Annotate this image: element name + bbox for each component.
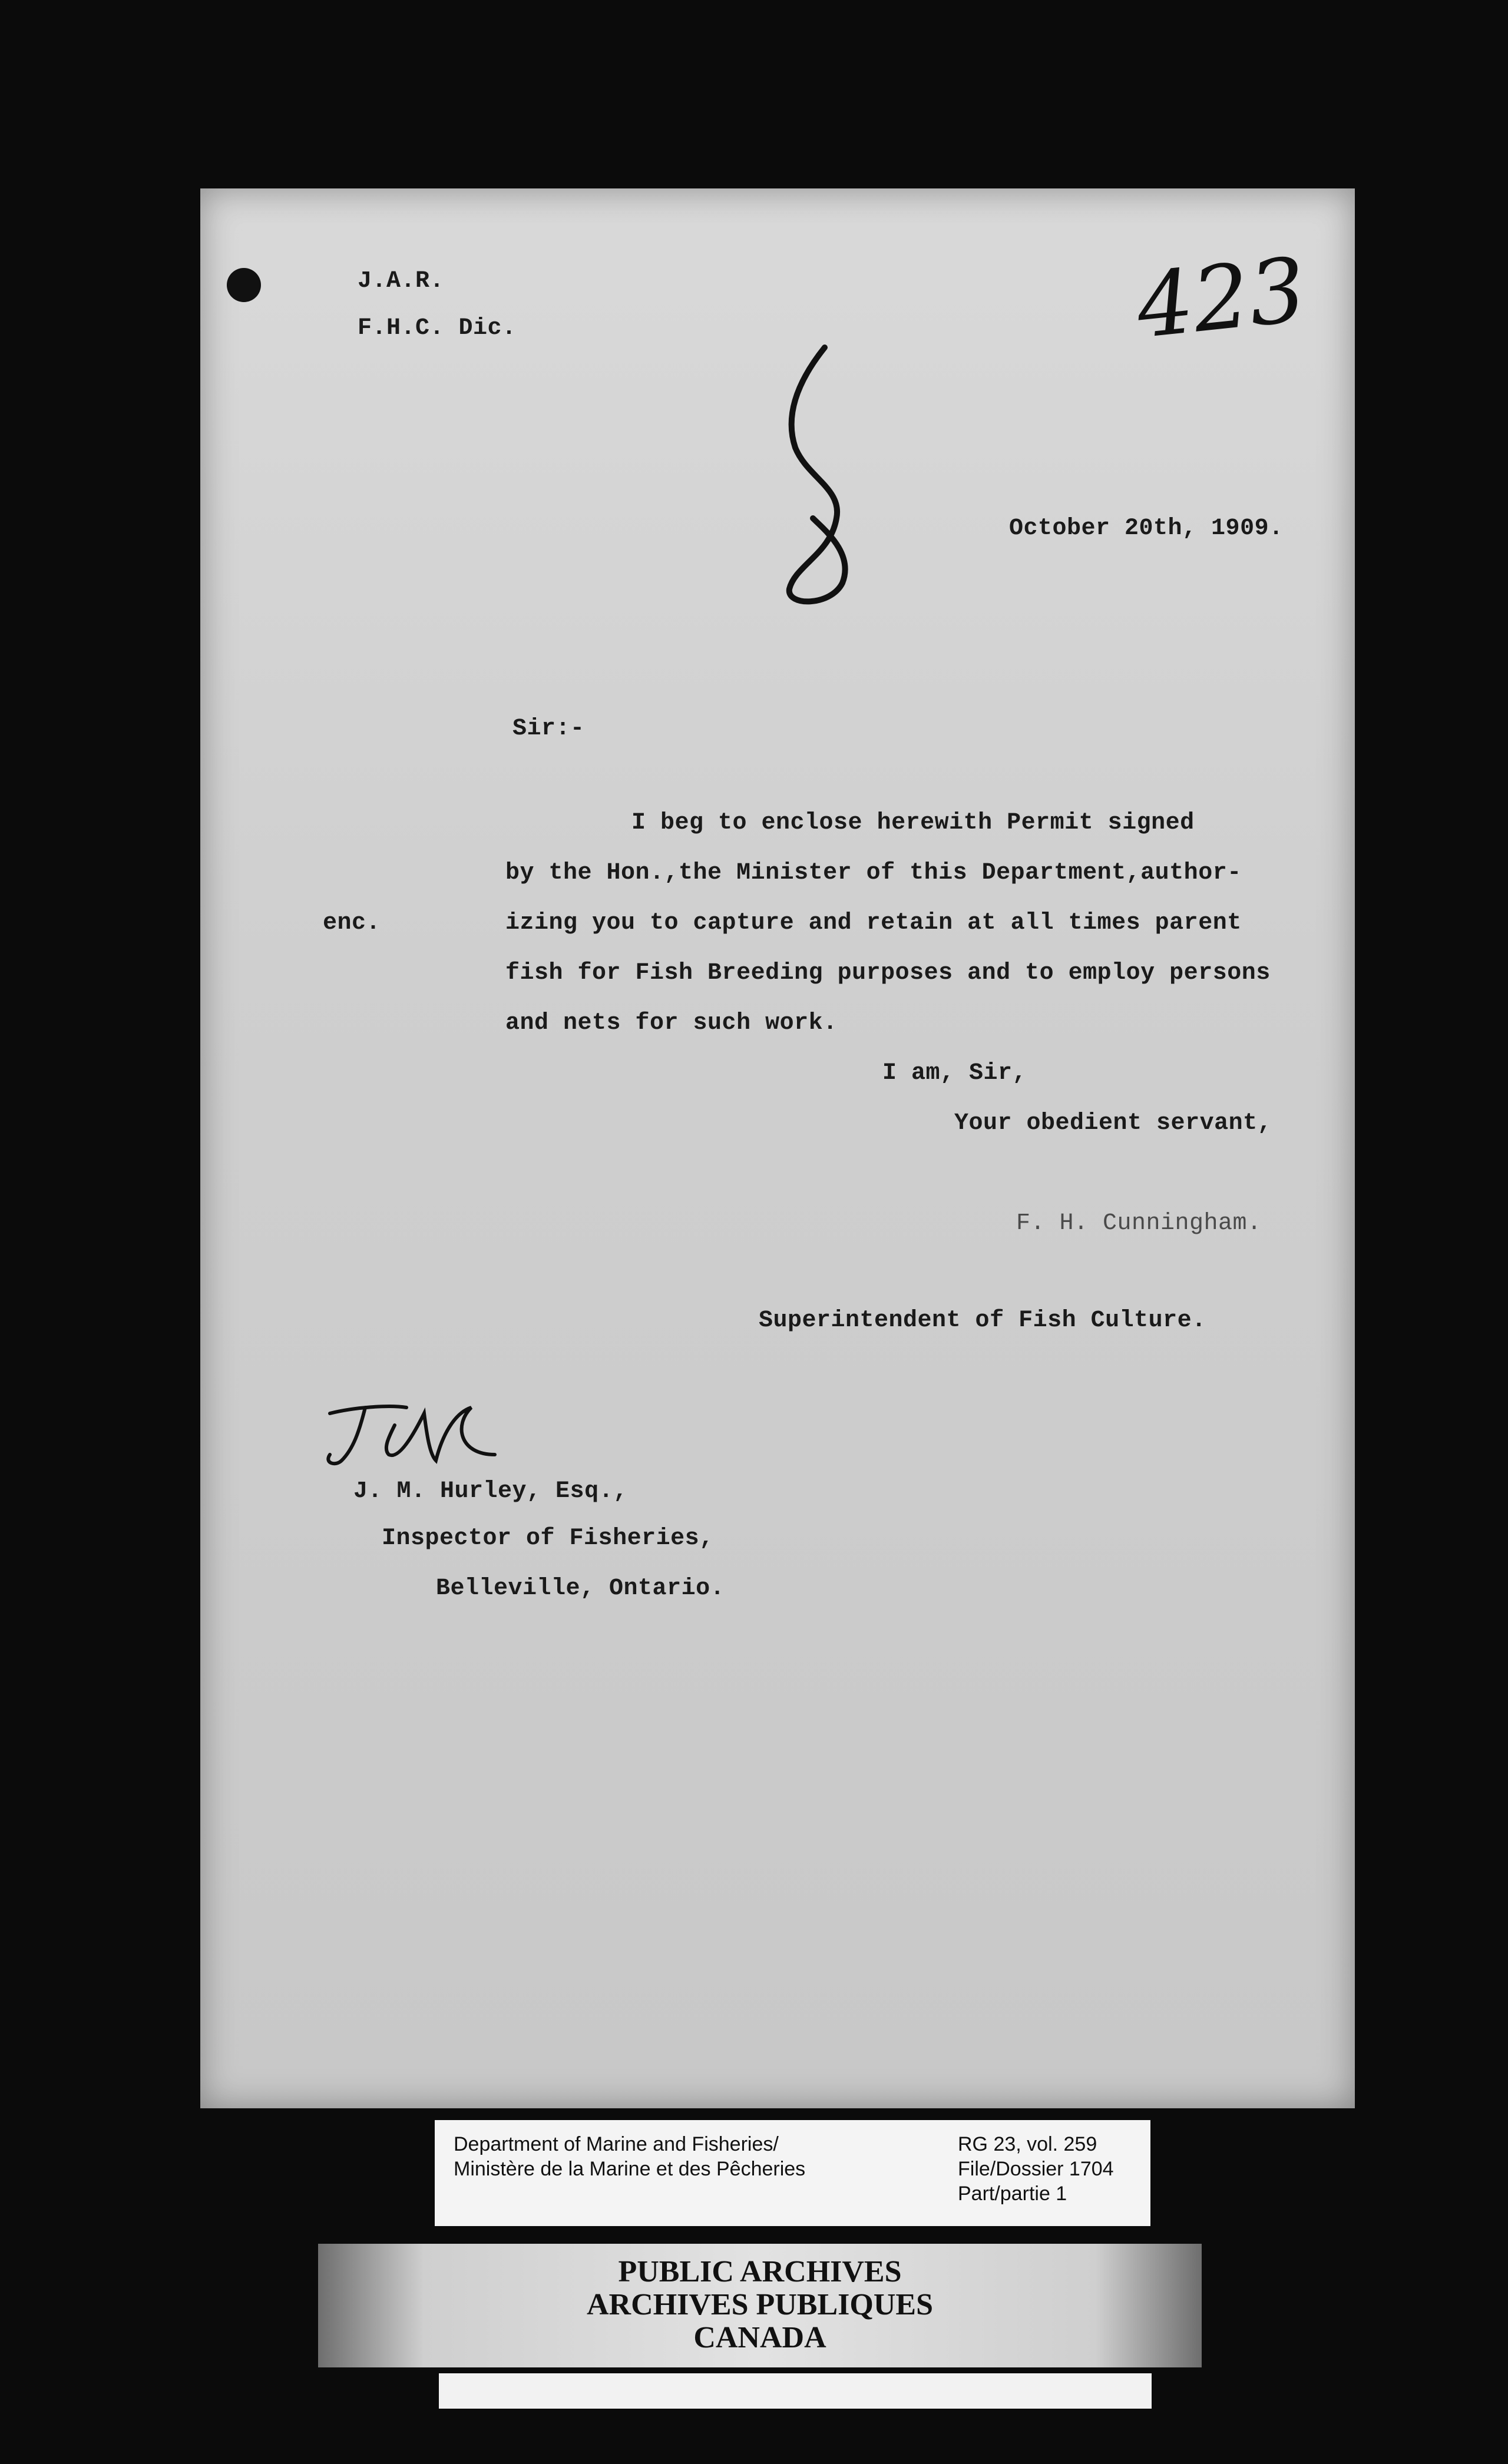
signer-name: F. H. Cunningham. [1016, 1210, 1262, 1237]
recipient-name: J. M. Hurley, Esq., [353, 1478, 628, 1505]
department-en: Department of Marine and Fisheries/ [454, 2133, 779, 2155]
initials-line-2: F.H.C. Dic. [358, 315, 517, 342]
closing-2: Your obedient servant, [954, 1110, 1272, 1137]
letter-date: October 20th, 1909. [1009, 515, 1284, 542]
punch-hole [227, 268, 261, 302]
body-line-1: I beg to enclose herewith Permit signed [631, 810, 1195, 836]
handwritten-folio-mark [760, 342, 878, 612]
closing: I am, Sir, [882, 1060, 1027, 1087]
part-partie: Part/partie 1 [958, 2183, 1067, 2205]
body-line-2: by the Hon.,the Minister of this Department,author- [505, 860, 1242, 886]
body-line-4: fish for Fish Breeding purposes and to employ persons [505, 960, 1271, 986]
stamp-line-2: ARCHIVES PUBLIQUES [586, 2288, 934, 2321]
signer-title: Superintendent of Fish Culture. [759, 1307, 1206, 1334]
recipient-title: Inspector of Fisheries, [382, 1525, 714, 1552]
stamp-line-1: PUBLIC ARCHIVES [618, 2255, 902, 2289]
file-dossier: File/Dossier 1704 [958, 2158, 1114, 2180]
public-archives-stamp [318, 2244, 1202, 2367]
department-fr: Ministère de la Marine et des Pêcheries [454, 2158, 806, 2180]
recipient-place: Belleville, Ontario. [436, 1575, 725, 1602]
bottom-label-strip [439, 2373, 1152, 2409]
archive-reference-label [435, 2120, 1150, 2226]
margin-note-enc: enc. [323, 910, 381, 936]
salutation: Sir:- [512, 716, 585, 742]
file-number-handwritten: 423 [1132, 239, 1311, 359]
record-group: RG 23, vol. 259 [958, 2133, 1097, 2155]
initials-handwritten [318, 1390, 512, 1478]
body-line-5: and nets for such work. [505, 1010, 838, 1036]
body-line-3: izing you to capture and retain at all times parent [505, 910, 1242, 936]
initials-line-1: J.A.R. [358, 268, 445, 294]
stamp-line-3: CANADA [693, 2321, 826, 2354]
